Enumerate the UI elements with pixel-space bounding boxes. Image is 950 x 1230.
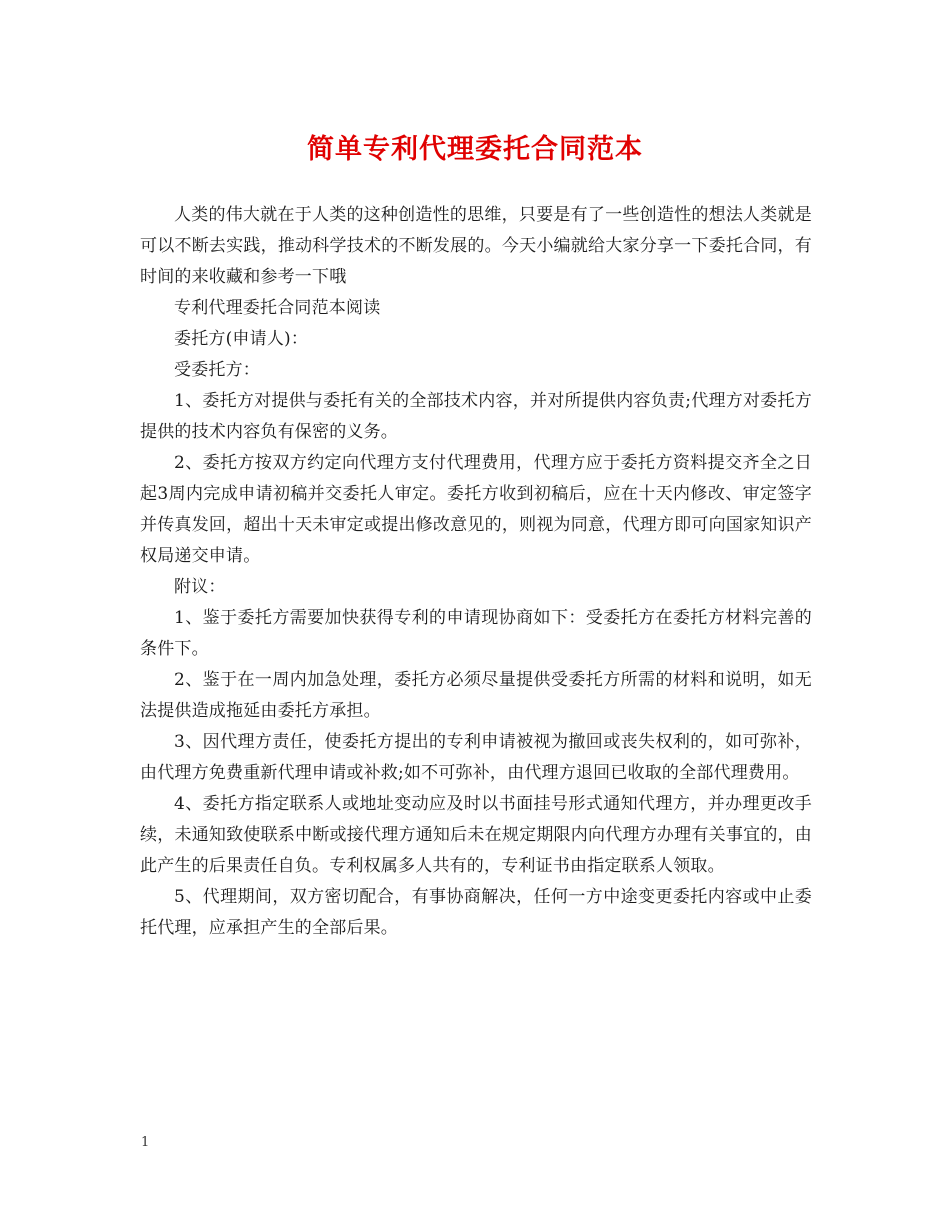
paragraph-agent: 受委托方： [174,360,260,380]
page-number: 1 [141,1135,150,1150]
document-title: 简单专利代理委托合同范本 [307,134,643,165]
paragraph-clause-1: 1、委托方对提供与委托有关的全部技术内容，并对所提供内容负责;代理方对委托方提供的技术内容负有保密的义务。 [140,391,812,442]
paragraph-addendum-heading: 附议： [174,577,226,597]
paragraph-addendum-5: 5、代理期间，双方密切配合，有事协商解决，任何一方中途变更委托内容或中止委托代理，应承担产生的全部后果。 [140,887,812,938]
paragraph-subtitle: 专利代理委托合同范本阅读 [174,298,381,318]
document-body [140,200,812,944]
paragraph-addendum-1: 1、鉴于委托方需要加快获得专利的申请现协商如下：受委托方在委托方材料完善的条件下。 [140,608,812,659]
paragraph-addendum-3: 3、因代理方责任，使委托方提出的专利申请被视为撤回或丧失权利的，如可弥补，由代理方免费重新代理申请或补救;如不可弥补，由代理方退回已收取的全部代理费用。 [140,732,812,783]
paragraph-intro: 人类的伟大就在于人类的这种创造性的思维，只要是有了一些创造性的想法人类就是可以不断去实践，推动科学技术的不断发展的。今天小编就给大家分享一下委托合同，有时间的来收藏和参考一下哦 [140,205,812,287]
paragraph-addendum-2: 2、鉴于在一周内加急处理，委托方必须尽量提供受委托方所需的材料和说明，如无法提供造成拖延由委托方承担。 [140,670,812,721]
paragraph-addendum-4: 4、委托方指定联系人或地址变动应及时以书面挂号形式通知代理方，并办理更改手续，未通知致使联系中断或接代理方通知后未在规定期限内向代理方办理有关事宜的，由此产生的后果责任自负。专利权属多人共有的，专利证书由指定联系人领取。 [140,794,812,876]
paragraph-client: 委托方(申请人)： [174,329,309,349]
paragraph-clause-2: 2、委托方按双方约定向代理方支付代理费用，代理方应于委托方资料提交齐全之日起3周内完成申请初稿并交委托人审定。委托方收到初稿后，应在十天内修改、审定签字并传真发回，超出十天未审定或提出修改意见的，则视为同意，代理方即可向国家知识产权局递交申请。 [140,453,812,566]
